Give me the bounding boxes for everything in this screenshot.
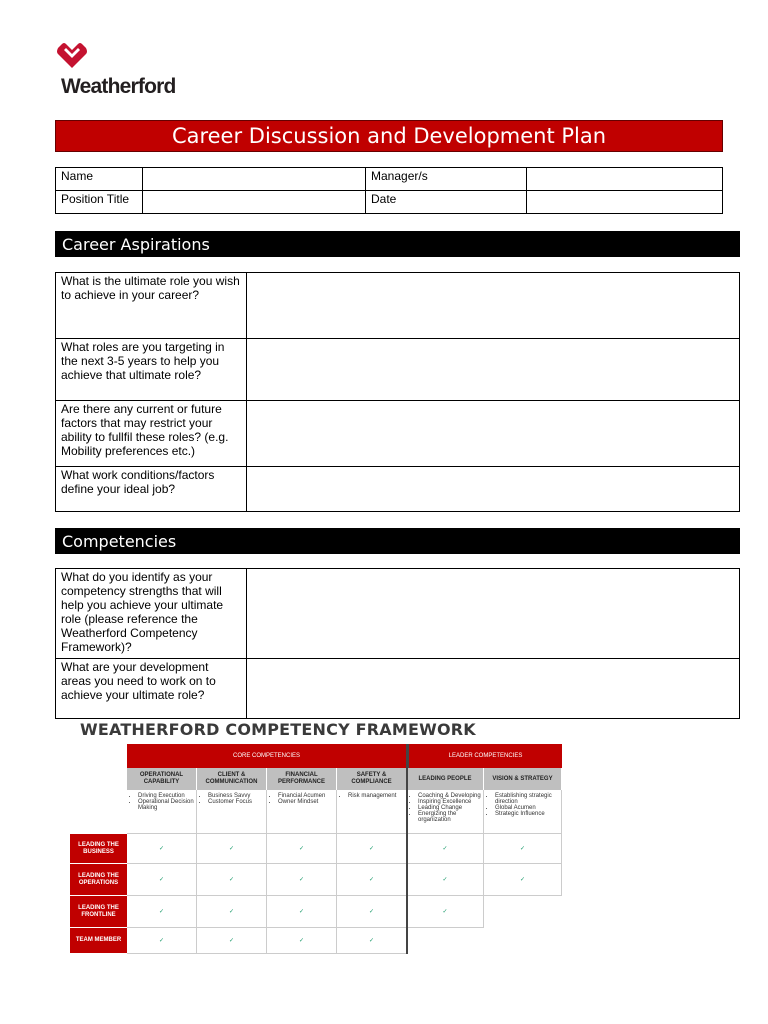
- aspiration-question: What roles are you targeting in the next 3-5 years to help you achieve that ultimate role?: [56, 339, 247, 401]
- check-icon: ✓: [197, 834, 267, 864]
- check-icon: ✓: [337, 864, 407, 896]
- competency-question: What are your development areas you need to work on to achieve your ultimate role?: [56, 659, 247, 719]
- competency-item: • Strategic Influence: [495, 811, 559, 817]
- level-row-label: LEADING THE BUSINESS: [70, 834, 127, 864]
- manager-field[interactable]: [527, 168, 723, 191]
- manager-label: Manager/s: [366, 168, 527, 191]
- aspiration-answer[interactable]: [247, 273, 740, 339]
- info-table: [55, 167, 723, 214]
- career-aspirations-heading: Career Aspirations: [55, 231, 740, 257]
- competency-column-header: CLIENT & COMMUNICATION: [197, 768, 267, 790]
- name-field[interactable]: [143, 168, 366, 191]
- core-competencies-header: CORE COMPETENCIES: [127, 744, 406, 768]
- competency-item: • Establishing strategic direction: [495, 793, 559, 805]
- aspiration-question: What is the ultimate role you wish to achieve in your career?: [56, 273, 247, 339]
- check-icon: ✓: [337, 928, 407, 954]
- competency-items: [127, 790, 197, 834]
- logo-wordmark: Weatherford: [61, 75, 176, 98]
- competency-item: • Customer Focus: [208, 799, 264, 805]
- check-icon: ✓: [127, 928, 197, 954]
- check-icon: ✓: [407, 896, 484, 928]
- check-icon: ✓: [407, 864, 484, 896]
- competencies-heading: Competencies: [55, 528, 740, 554]
- competency-item: • Energizing the organization: [418, 811, 481, 823]
- competency-column-header: OPERATIONAL CAPABILITY: [127, 768, 197, 790]
- competency-items: [267, 790, 337, 834]
- competency-items: [197, 790, 267, 834]
- check-icon: ✓: [407, 834, 484, 864]
- competency-column-header: VISION & STRATEGY: [484, 768, 562, 790]
- competency-column-header: SAFETY & COMPLIANCE: [337, 768, 407, 790]
- check-icon: ✓: [127, 834, 197, 864]
- competency-item: • Global Acumen: [495, 805, 559, 811]
- competency-answer[interactable]: [247, 569, 740, 659]
- check-icon: ✓: [267, 864, 337, 896]
- weatherford-logo: [56, 42, 186, 102]
- framework-title: WEATHERFORD COMPETENCY FRAMEWORK: [80, 720, 476, 739]
- level-row-label: TEAM MEMBER: [70, 928, 127, 954]
- competency-item: • Owner Mindset: [278, 799, 334, 805]
- competency-item: • Leading Change: [418, 805, 481, 811]
- check-icon: ✓: [127, 896, 197, 928]
- competency-item: • Financial Acumen: [278, 793, 334, 799]
- check-icon: ✓: [197, 896, 267, 928]
- competency-item: • Risk management: [348, 793, 404, 799]
- position-label: Position Title: [56, 191, 143, 214]
- date-field[interactable]: [527, 191, 723, 214]
- date-label: Date: [366, 191, 527, 214]
- competency-question: What do you identify as your competency strengths that will help you achieve your ultimate role (please reference the Weatherford Competency Framework)?: [56, 569, 247, 659]
- aspiration-answer[interactable]: [247, 467, 740, 512]
- competency-item: • Inspiring Excellence: [418, 799, 481, 805]
- competency-column-header: FINANCIAL PERFORMANCE: [267, 768, 337, 790]
- check-icon: ✓: [197, 928, 267, 954]
- section-divider: [406, 744, 408, 954]
- competency-item: • Coaching & Developing: [418, 793, 481, 799]
- competency-items: [407, 790, 484, 834]
- aspiration-question: Are there any current or future factors that may restrict your ability to fullfil these roles? (e.g. Mobility preferences etc.): [56, 401, 247, 467]
- page-title: Career Discussion and Development Plan: [55, 120, 723, 152]
- check-icon: ✓: [484, 834, 562, 864]
- aspiration-answer[interactable]: [247, 339, 740, 401]
- competency-items: [484, 790, 562, 834]
- heart-logo-icon: [56, 42, 88, 68]
- check-icon: ✓: [267, 928, 337, 954]
- name-label: Name: [56, 168, 143, 191]
- check-icon: ✓: [267, 834, 337, 864]
- competency-answer[interactable]: [247, 659, 740, 719]
- check-icon: ✓: [267, 896, 337, 928]
- competency-item: • Operational Decision Making: [138, 799, 194, 811]
- check-icon: ✓: [337, 896, 407, 928]
- check-icon: ✓: [337, 834, 407, 864]
- competencies-table: [55, 568, 740, 719]
- level-row-label: LEADING THE OPERATIONS: [70, 864, 127, 896]
- competency-item: • Business Savvy: [208, 793, 264, 799]
- check-icon: ✓: [484, 864, 562, 896]
- check-icon: ✓: [197, 864, 267, 896]
- position-field[interactable]: [143, 191, 366, 214]
- aspiration-answer[interactable]: [247, 401, 740, 467]
- competency-item: • Driving Execution: [138, 793, 194, 799]
- level-row-label: LEADING THE FRONTLINE: [70, 896, 127, 928]
- competency-column-header: LEADING PEOPLE: [407, 768, 484, 790]
- leader-competencies-header: LEADER COMPETENCIES: [407, 744, 562, 768]
- aspiration-question: What work conditions/factors define your ideal job?: [56, 467, 247, 512]
- aspirations-table: [55, 272, 740, 512]
- competency-items: [337, 790, 407, 834]
- check-icon: ✓: [127, 864, 197, 896]
